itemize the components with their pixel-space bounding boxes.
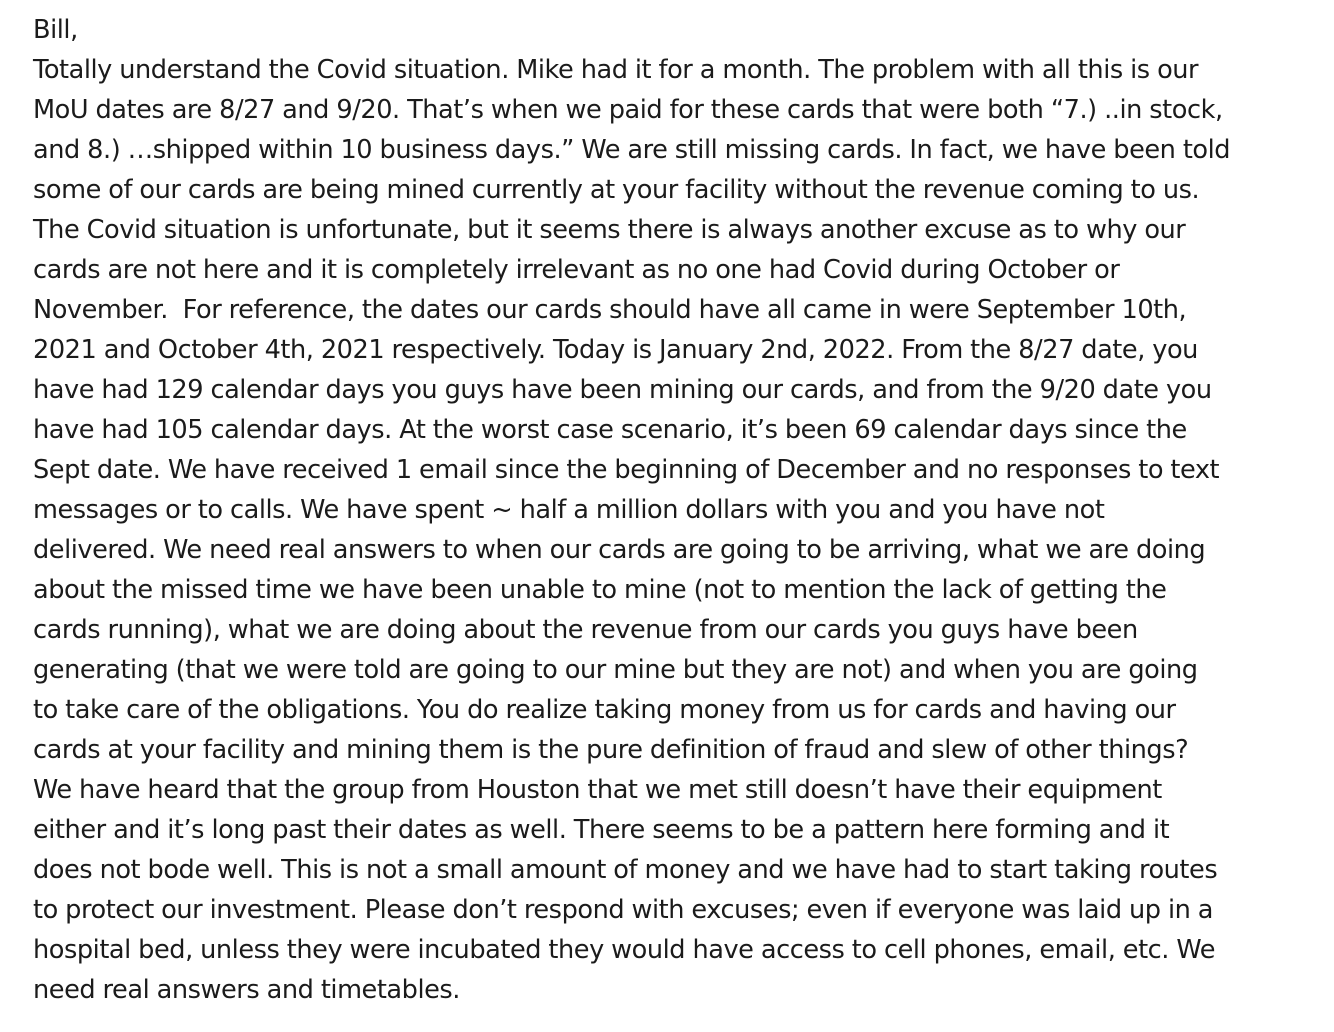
body-line: either and it’s long past their dates as well. There seems to be a pattern here forming and it — [33, 815, 1170, 845]
body-line: We have heard that the group from Houston that we met still doesn’t have their equipment — [33, 775, 1162, 805]
body-line: 2021 and October 4th, 2021 respectively. Today is January 2nd, 2022. From the 8/27 date, you — [33, 335, 1198, 365]
body-line: messages or to calls. We have spent ~ half a million dollars with you and you have not — [33, 495, 1105, 525]
body-line: need real answers and timetables. — [33, 975, 460, 1005]
body-line: The Covid situation is unfortunate, but it seems there is always another excuse as to why our — [33, 215, 1186, 245]
body-line: Sept date. We have received 1 email since the beginning of December and no responses to text — [33, 455, 1220, 485]
body-line: cards are not here and it is completely irrelevant as no one had Covid during October or — [33, 255, 1120, 285]
body-line: to protect our investment. Please don’t respond with excuses; even if everyone was laid up in a — [33, 895, 1214, 925]
body-line: about the missed time we have been unable to mine (not to mention the lack of getting the — [33, 575, 1167, 605]
body-line: does not bode well. This is not a small amount of money and we have had to start taking routes — [33, 855, 1218, 885]
body-line: have had 105 calendar days. At the worst case scenario, it’s been 69 calendar days since the — [33, 415, 1187, 445]
body-line: November. For reference, the dates our cards should have all came in were September 10th, — [33, 295, 1187, 325]
body-line: and 8.) …shipped within 10 business days.” We are still missing cards. In fact, we have been told — [33, 135, 1231, 165]
body-line: some of our cards are being mined currently at your facility without the revenue coming to us. — [33, 175, 1200, 205]
body-line: have had 129 calendar days you guys have been mining our cards, and from the 9/20 date you — [33, 375, 1212, 405]
body-line: MoU dates are 8/27 and 9/20. That’s when we paid for these cards that were both “7.) ..in stock, — [33, 95, 1223, 125]
body-line: cards running), what we are doing about the revenue from our cards you guys have been — [33, 615, 1138, 645]
body-line: Totally understand the Covid situation. Mike had it for a month. The problem with all this is our — [33, 55, 1199, 85]
body-line: cards at your facility and mining them is the pure definition of fraud and slew of other things? — [33, 735, 1189, 765]
body-line: to take care of the obligations. You do realize taking money from us for cards and having our — [33, 695, 1176, 725]
email-message-body — [33, 10, 1313, 1010]
body-line: generating (that we were told are going to our mine but they are not) and when you are going — [33, 655, 1198, 685]
salutation: Bill, — [33, 15, 78, 45]
body-line: delivered. We need real answers to when our cards are going to be arriving, what we are doing — [33, 535, 1206, 565]
body-line: hospital bed, unless they were incubated they would have access to cell phones, email, etc. We — [33, 935, 1215, 965]
